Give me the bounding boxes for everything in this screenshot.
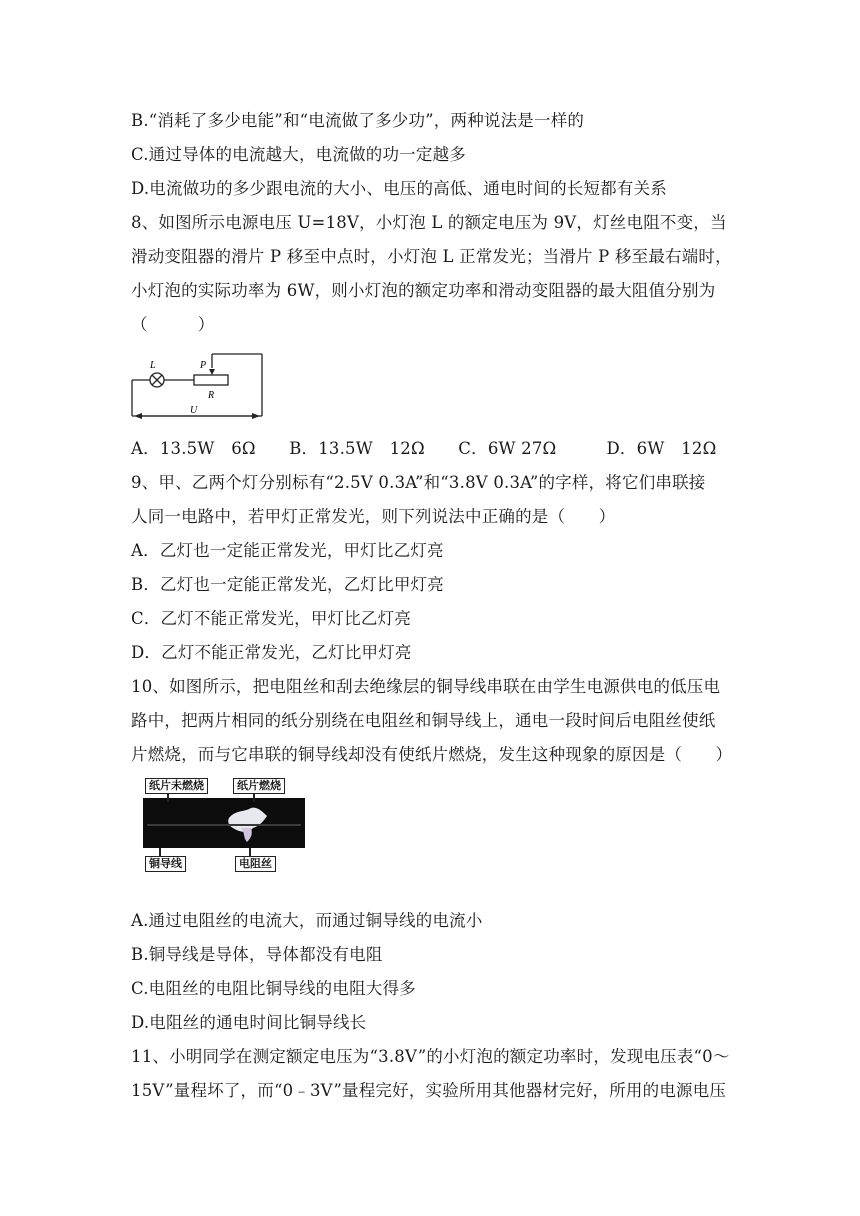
label-paper-unburned: 纸片未燃烧 — [145, 778, 208, 794]
q11-stem-line1: 11、小明同学在测定额定电压为“3.8V”的小灯泡的额定功率时，发现电压表“0～ — [131, 1047, 730, 1066]
q10-option-b: B.铜导线是导体，导体都没有电阻 — [131, 945, 383, 964]
q10-stem-line3: 片燃烧，而与它串联的铜导线却没有使纸片燃烧，发生这种现象的原因是（ ） — [131, 745, 733, 764]
q10-option-d: D.电阻丝的通电时间比铜导线长 — [131, 1013, 367, 1032]
q10-option-a: A.通过电阻丝的电流大，而通过铜导线的电流小 — [131, 911, 483, 930]
resistor-label: R — [208, 390, 215, 401]
callout-line-copper — [159, 848, 161, 856]
q8-options: A．13.5W 6Ω B．13.5W 12Ω C．6W 27Ω D．6W 12Ω — [131, 439, 717, 458]
q8-circuit-diagram — [128, 346, 268, 424]
q10-option-c: C.电阻丝的电阻比铜导线的电阻大得多 — [131, 979, 416, 998]
q10-photo — [143, 774, 305, 878]
q9-option-d: D．乙灯不能正常发光，乙灯比甲灯亮 — [131, 643, 412, 662]
label-copper-wire: 铜导线 — [145, 856, 186, 872]
slider-label: P — [200, 360, 207, 371]
photo-wire — [147, 824, 301, 826]
q8-stem-line3: 小灯泡的实际功率为 6W，则小灯泡的额定功率和滑动变阻器的最大阻值分别为 — [131, 281, 716, 300]
q7-option-c: C.通过导体的电流越大，电流做的功一定越多 — [131, 145, 466, 164]
q8-stem-line1: 8、如图所示电源电压 U=18V，小灯泡 L 的额定电压为 9V，灯丝电阻不变，当 — [131, 213, 727, 232]
q9-option-c: C．乙灯不能正常发光，甲灯比乙灯亮 — [131, 609, 412, 628]
lamp-label: L — [150, 360, 156, 371]
q9-stem-line2: 人同一电路中，若甲灯正常发光，则下列说法中正确的是（ ） — [131, 507, 616, 526]
voltage-label: U — [190, 405, 198, 416]
label-paper-burning: 纸片燃烧 — [233, 778, 285, 794]
q7-option-b: B.“消耗了多少电能”和“电流做了多少功”，两种说法是一样的 — [131, 111, 585, 130]
q10-stem-line2: 路中，把两片相同的纸分别绕在电阻丝和铜导线上，通电一段时间后电阻丝使纸 — [131, 711, 716, 730]
q7-option-d: D.电流做功的多少跟电流的大小、电压的高低、通电时间的长短都有关系 — [131, 179, 667, 198]
q8-stem-line2: 滑动变阻器的滑片 P 移至中点时，小灯泡 L 正常发光；当滑片 P 移至最右端时， — [131, 247, 732, 266]
q10-stem-line1: 10、如图所示，把电阻丝和刮去绝缘层的铜导线串联在由学生电源供电的低压电 — [131, 677, 721, 696]
q9-stem-line1: 9、甲、乙两个灯分别标有“2.5V 0.3A”和“3.8V 0.3A”的字样，将它们串联接 — [131, 473, 706, 492]
callout-line-resistance — [249, 848, 251, 856]
q8-stem-line4: （ ） — [131, 315, 215, 334]
label-resistance-wire: 电阻丝 — [235, 856, 276, 872]
q9-option-b: B．乙灯也一定能正常发光，乙灯比甲灯亮 — [131, 575, 444, 594]
q9-option-a: A．乙灯也一定能正常发光，甲灯比乙灯亮 — [131, 541, 444, 560]
q11-stem-line2: 15V”量程坏了，而“0﹣3V”量程完好，实验所用其他器材完好，所用的电源电压 — [131, 1081, 727, 1100]
